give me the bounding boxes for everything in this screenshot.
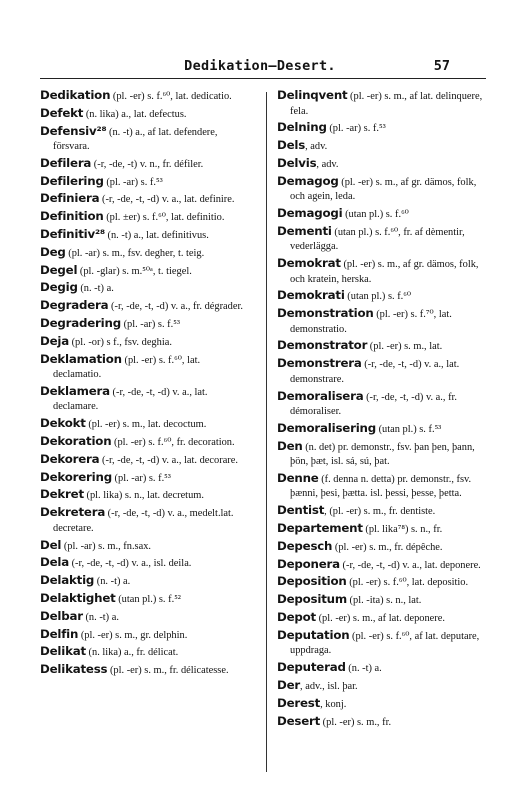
dictionary-entry [40,245,246,262]
entry-headword: Defilera [40,155,92,170]
entry-headword: Deklamera [40,383,110,398]
entry-headword: Demagog [277,173,339,188]
dictionary-entry [40,298,246,315]
dictionary-entry [277,610,483,627]
dictionary-entry [277,288,483,305]
page-number: 57 [433,58,450,74]
entry-headword: Deputation [277,627,350,642]
dictionary-entry [40,573,246,590]
dictionary-entry [40,124,246,155]
dictionary-entry [277,557,483,574]
entry-headword: Delinqvent [277,88,348,102]
dictionary-entry [277,224,483,255]
entry-headword: Defekt [40,105,84,120]
entry-headword: Demonstration [277,306,374,321]
entry-headword: Degel [40,262,78,277]
entry-headword: Derest [277,695,321,710]
entry-headword: Definiera [40,191,100,206]
entry-definition: (pl. -er) s. m., af lat. delinquere, fela. [290,91,485,117]
entry-headword: Demagogi [277,205,343,220]
dictionary-entry [40,334,246,351]
entry-definition: (pl. -er) s. m., lat. decoctum. [85,419,207,431]
dictionary-entry [277,574,483,591]
dictionary-entry [40,662,246,679]
dictionary-entry [40,644,246,661]
entry-headword: Denne [277,470,319,485]
entry-definition: (-r, -de, -t, -d) v. a., lat. decorare. [99,454,238,466]
entry-definition: (pl. -er) s. f.⁶⁰, lat. dedicatio. [110,91,232,102]
dictionary-entry [40,156,246,173]
entry-headword: Dekret [40,487,84,502]
dictionary-entry [40,416,246,433]
entry-definition: (utan pl.) s. f.⁶⁰ [342,208,409,220]
entry-headword: Degradera [40,298,109,313]
entry-headword: Delaktig [40,573,95,588]
entry-definition: (pl. -er) s. f.⁶⁰, fr. decoration. [111,437,235,449]
entry-headword: Deja [40,333,69,348]
dictionary-entry [40,384,246,415]
dictionary-entry [277,521,483,538]
right-column [277,88,483,731]
entry-headword: Defilering [40,173,104,188]
entry-definition: (pl. -ar) s. m., fn.sax. [61,540,151,552]
dictionary-entry [40,609,246,626]
entry-definition: (pl. lika⁷⁸) s. n., fr. [362,524,443,536]
dictionary-entry [277,338,483,355]
entry-headword: Demoralisera [277,388,364,403]
entry-headword: Dedikation [40,88,111,102]
entry-headword: Deklamation [40,351,122,366]
entry-definition: (pl. -er) s. m., af lat. deponere. [315,613,445,625]
entry-definition: (-r, -de, -t, -d) v. a., fr. dégrader. [108,301,243,313]
entry-definition: (utan pl.) s. f.⁶⁰ [344,291,412,303]
dictionary-entry [40,209,246,226]
entry-headword: Desert [277,713,321,728]
left-column [40,88,246,680]
dictionary-entry [277,120,483,137]
entry-headword: Degradering [40,316,121,331]
entry-headword: Dentist [277,503,325,518]
entry-headword: Deputerad [277,660,346,675]
entry-headword: Dekokt [40,416,86,431]
entry-definition: (-r, -de, -t, -d) v. a., lat. declamare. [53,386,211,413]
entry-definition: (pl. lika) s. n., lat. decretum. [83,490,204,502]
dictionary-entry [40,452,246,469]
entry-headword: Dels [277,138,306,153]
entry-headword: Defensiv²⁸ [40,123,107,138]
entry-definition: (n. -t) a. [82,611,119,623]
entry-headword: Deg [40,244,66,259]
entry-definition: (pl. -ita) s. n., lat. [346,595,422,607]
entry-headword: Degig [40,280,78,295]
entry-headword: Delikat [40,644,86,659]
entry-definition: (pl. -ar) s. f.⁵³ [326,123,386,135]
dictionary-entry [40,470,246,487]
entry-definition: (pl. -ar) s. f.⁵³ [103,176,163,188]
entry-definition: (pl. -glar) s. m.⁵⁰ᵃ, t. tiegel. [77,265,192,277]
dictionary-entry [40,316,246,333]
entry-headword: Demoralisering [277,420,376,435]
entry-definition: (utan pl.) s. f.⁵³ [375,423,442,435]
dictionary-entry [40,88,246,105]
dictionary-entry [277,678,483,695]
entry-definition: (n. -t) a., af lat. defendere, försvara. [53,126,221,153]
entry-headword: Demonstrator [277,338,368,353]
dictionary-entry [277,592,483,609]
entry-definition: (pl. -or) s f., fsv. deghia. [69,336,172,348]
entry-definition: (n. det) pr. demonstr., fsv. þan þen, þann, þön, þæt, isl. sá, sú, þat. [290,441,478,468]
entry-definition: (n. lika) a., lat. defectus. [83,108,187,120]
entry-definition: (-r, -de, -t, -d) v. a., fr. démoraliser. [290,391,460,418]
entry-definition: (n. -t) a., lat. definitivus. [104,230,209,242]
dictionary-entry [277,256,483,287]
dictionary-entry [277,714,483,731]
dictionary-entry [277,696,483,713]
entry-headword: Dekoration [40,434,112,449]
entry-definition: (n. lika) a., fr. délicat. [85,647,179,659]
entry-definition: (-r, -de, -t, -d) v. a., lat. deponere. [339,559,481,571]
dictionary-entry [40,174,246,191]
entry-definition: (n. -t) a. [345,663,382,675]
entry-definition: (-r, -de, -t, -d) v. a., isl. deila. [69,558,192,570]
dictionary-entry [40,263,246,280]
dictionary-entry [277,156,483,173]
entry-headword: Definitiv²⁸ [40,227,105,242]
dictionary-entry [40,191,246,208]
dictionary-entry [277,174,483,205]
entry-headword: Delvis [277,155,317,170]
entry-headword: Dekorera [40,451,100,466]
dictionary-entry [277,439,483,470]
dictionary-entry [277,88,483,119]
entry-headword: Depositum [277,592,347,607]
dictionary-entry [40,538,246,555]
dictionary-entry [40,591,246,608]
entry-headword: Del [40,537,62,552]
entry-definition: (-r, -de, -t, -d) v. a., medelt.lat. decretare. [53,508,237,534]
entry-headword: Demonstrera [277,356,362,371]
dictionary-entry [40,280,246,297]
entry-definition: (pl. -ar) s. m., fsv. degher, t. teig. [65,247,205,259]
entry-headword: Dementi [277,223,332,238]
entry-definition: (pl. ±er) s. f.⁶⁰, lat. definitio. [103,212,225,224]
entry-headword: Delaktighet [40,590,116,605]
column-divider [266,92,267,772]
dictionary-entry [277,389,483,420]
running-title: Dedikation—Desert. [184,58,336,74]
dictionary-entry [40,434,246,451]
entry-definition: (pl. -er) s. f.⁶⁰, lat. declamatio. [53,354,203,381]
header-rule [40,78,486,79]
dictionary-entry [40,487,246,504]
dictionary-entry [277,356,483,387]
entry-headword: Demokrat [277,256,341,271]
entry-definition: (pl. -er) s. m., fr. [320,716,392,728]
entry-definition: (pl. -er) s. m., af gr. dämos, folk, och agein, leda. [290,176,479,203]
entry-definition: (pl. -er) s. m., af gr. dämos, folk, och kratein, herska. [290,259,482,285]
entry-definition: (utan pl.) s. f.⁶⁰, fr. af dèmentir, vederlägga. [290,226,468,253]
dictionary-entry [277,306,483,337]
entry-headword: Depesch [277,538,333,553]
entry-definition: , adv., isl. þar. [300,680,358,692]
entry-headword: Definition [40,209,104,224]
entry-definition: (utan pl.) s. f.⁵² [115,593,181,605]
entry-headword: Demokrati [277,288,345,303]
dictionary-entry [277,539,483,556]
entry-definition: , adv. [316,158,339,170]
entry-definition: (pl. -er) s. m., fr. délicatesse. [107,665,229,677]
entry-headword: Deponera [277,556,340,571]
entry-definition: (pl. -er) s. f.⁷⁰, lat. demonstratio. [290,309,455,335]
entry-definition: , adv. [305,141,328,153]
entry-definition: (-r, -de, -t, -d) v. a., lat. demonstrare. [290,359,462,385]
dictionary-entry [40,106,246,123]
entry-definition: (n. -t) a. [94,576,131,588]
entry-headword: Departement [277,521,363,536]
entry-definition: (pl. -er) s. f.⁶⁰, lat. depositio. [346,577,469,589]
entry-definition: (pl. -ar) s. f.⁵³ [120,319,180,331]
entry-headword: Den [277,438,303,453]
dictionary-entry [40,352,246,383]
entry-headword: Delikatess [40,662,108,677]
entry-definition: (pl. -er) s. m., gr. delphin. [78,629,188,641]
entry-definition: (pl. -er) s. f.⁶⁰, af lat. deputare, uppdraga. [290,630,482,657]
dictionary-entry [40,555,246,572]
entry-definition: (pl. -ar) s. f.⁵³ [111,472,171,484]
entry-definition: (n. -t) a. [77,283,114,295]
dictionary-entry [277,628,483,659]
dictionary-entry [277,660,483,677]
entry-headword: Deposition [277,574,347,589]
entry-definition: , (pl. -er) s. m., fr. dentiste. [324,506,436,518]
dictionary-entry [277,138,483,155]
entry-headword: Der [277,677,301,692]
dictionary-entry [40,227,246,244]
entry-definition: (pl. -er) s. m., fr. dépêche. [332,541,443,553]
dictionary-entry [40,627,246,644]
dictionary-entry [277,206,483,223]
entry-headword: Delning [277,120,327,135]
entry-definition: , konj. [320,698,347,710]
entry-headword: Dela [40,555,69,570]
dictionary-entry [40,505,246,536]
dictionary-entry [277,421,483,438]
dictionary-entry [277,471,483,502]
entry-headword: Delbar [40,608,83,623]
dictionary-entry [277,503,483,520]
entry-headword: Dekretera [40,505,106,520]
entry-definition: (-r, -de, -t) v. n., fr. défiler. [91,158,204,170]
entry-headword: Delfin [40,626,79,641]
entry-definition: (f. denna n. detta) pr. demonstr., fsv. þænni, þesi, þætta. isl. þessi, þesse, þetta. [290,473,474,500]
entry-headword: Depot [277,610,316,625]
entry-definition: (-r, -de, -t, -d) v. a., lat. definire. [99,194,235,206]
entry-definition: (pl. -er) s. m., lat. [367,341,443,353]
entry-headword: Dekorering [40,469,112,484]
